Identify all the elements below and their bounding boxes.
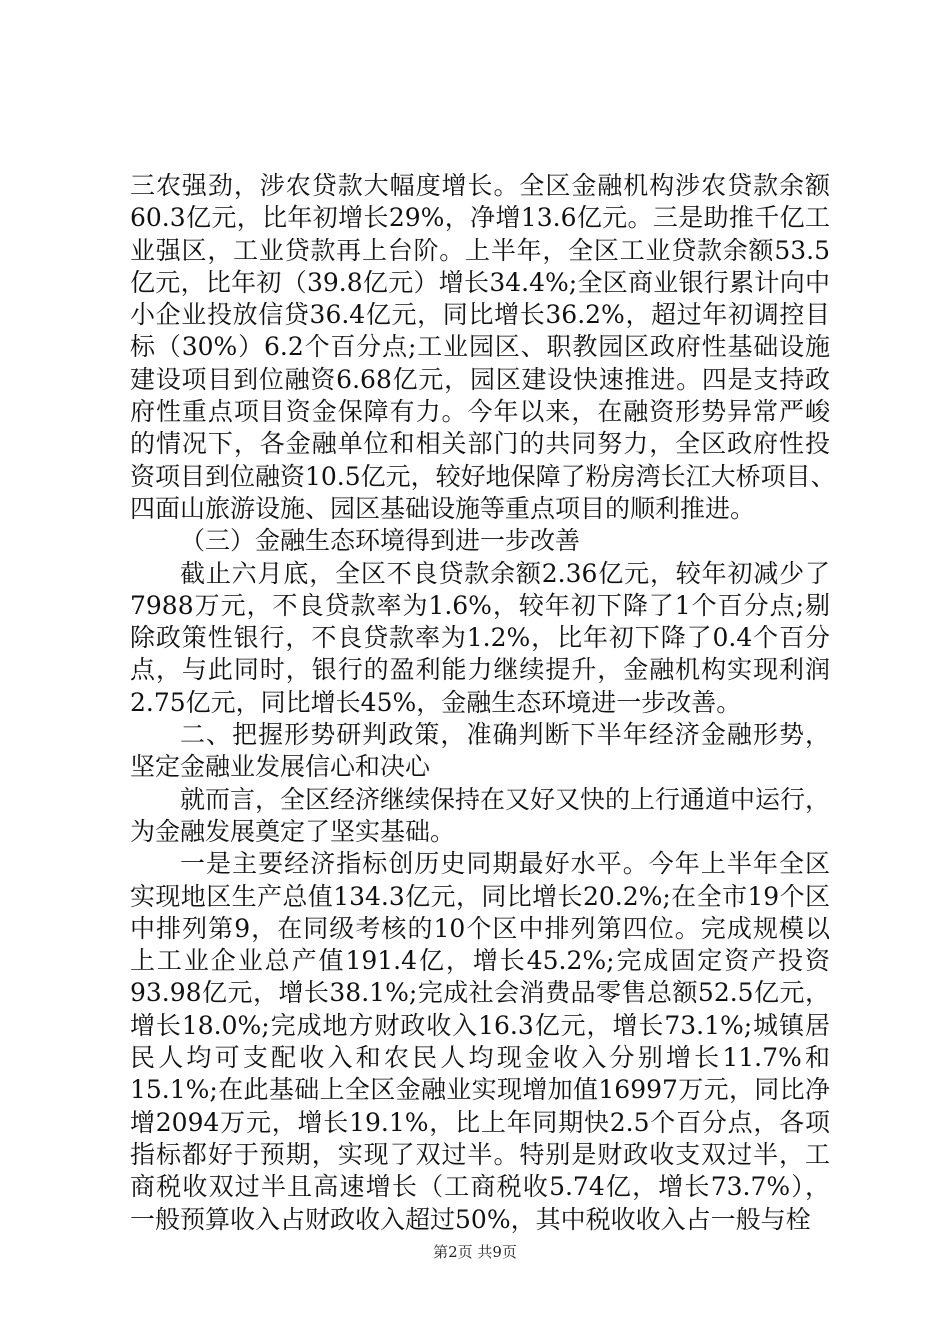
text-line: 三农强劲，涉农贷款大幅度增长。全区金融机构涉农贷款余额 [130,171,830,200]
text-line: 截止六月底，全区不良贷款余额2.36亿元，较年初减少了 [180,558,830,588]
text-line: 除政策性银行，不良贷款率为1.2%，比年初下降了0.4个百分 [130,623,830,653]
text-line: 亿元，比年初（39.8亿元）增长34.4%;全区商业银行累计向中 [130,267,830,297]
text-line: 四面山旅游设施、园区基础设施等重点项目的顺利推进。 [130,493,756,523]
text-line: 就而言，全区经济继续保持在又好又快的上行通道中运行， [180,784,831,814]
text-line: （三）金融生态环境得到进一步改善 [180,526,581,556]
text-line: 点，与此同时，银行的盈利能力继续提升，金融机构实现利润 [130,655,830,685]
text-line: 15.1%;在此基础上全区金融业实现增加值16997万元，同比净 [130,1075,830,1105]
text-line: 60.3亿元，比年初增长29%，净增13.6亿元。三是助推千亿工 [130,203,830,233]
text-line: 府性重点项目资金保障有力。今年以来，在融资形势异常严峻 [130,397,830,427]
text-line: 一是主要经济指标创历史同期最好水平。今年上半年全区 [180,849,830,879]
document-body [130,170,836,1236]
paragraph-h3 [130,525,830,557]
paragraph-p1 [130,170,836,525]
text-line: 二、把握形势研判政策，准确判断下半年经济金融形势， [180,720,830,750]
paragraph-p3 [130,784,830,849]
text-line: 为金融发展奠定了坚实基础。 [130,816,456,846]
paragraph-h2 [130,719,830,784]
text-line: 指标都好于预期，实现了双过半。特别是财政收支双过半，工 [130,1139,830,1169]
text-line: 中排列第9，在同级考核的10个区中排列第四位。完成规模以 [130,913,830,943]
text-line: 业强区，工业贷款再上台阶。上半年，全区工业贷款余额53.5 [130,235,830,265]
text-line: 民人均可支配收入和农民人均现金收入分别增长11.7%和 [130,1043,830,1073]
text-line: 增长18.0%;完成地方财政收入16.3亿元，增长73.1%;城镇居 [130,1010,830,1040]
text-line: 实现地区生产总值134.3亿元，同比增长20.2%;在全市19个区 [130,881,830,911]
text-line: 7988万元，不良贷款率为1.6%，较年初下降了1个百分点;剔 [130,590,830,620]
text-line: 标（30%）6.2个百分点;工业园区、职教园区政府性基础设施 [130,332,830,362]
text-line: 2.75亿元，同比增长45%，金融生态环境进一步改善。 [130,687,742,717]
text-line: 建设项目到位融资6.68亿元，园区建设快速推进。四是支持政 [130,364,830,394]
text-line: 资项目到位融资10.5亿元，较好地保障了粉房湾长江大桥项目、 [130,461,836,491]
paragraph-p2 [130,558,830,719]
text-line: 坚定金融业发展信心和决心 [130,752,431,782]
text-line: 商税收双过半且高速增长（工商税收5.74亿，增长73.7%）， [130,1172,830,1202]
text-line: 上工业企业总产值191.4亿，增长45.2%;完成固定资产投资 [130,946,830,976]
text-line: 增2094万元，增长19.1%，比上年同期快2.5个百分点，各项 [130,1107,830,1137]
page-footer: 第2页 共9页 [433,1243,517,1261]
text-line: 的情况下，各金融单位和相关部门的共同努力，全区政府性投 [130,429,830,459]
text-line: 一般预算收入占财政收入超过50%，其中税收收入占一般与栓 [130,1204,811,1234]
text-line: 93.98亿元，增长38.1%;完成社会消费品零售总额52.5亿元， [130,978,830,1008]
paragraph-p4 [130,848,830,1236]
text-line: 小企业投放信贷36.4亿元，同比增长36.2%，超过年初调控目 [130,300,830,330]
